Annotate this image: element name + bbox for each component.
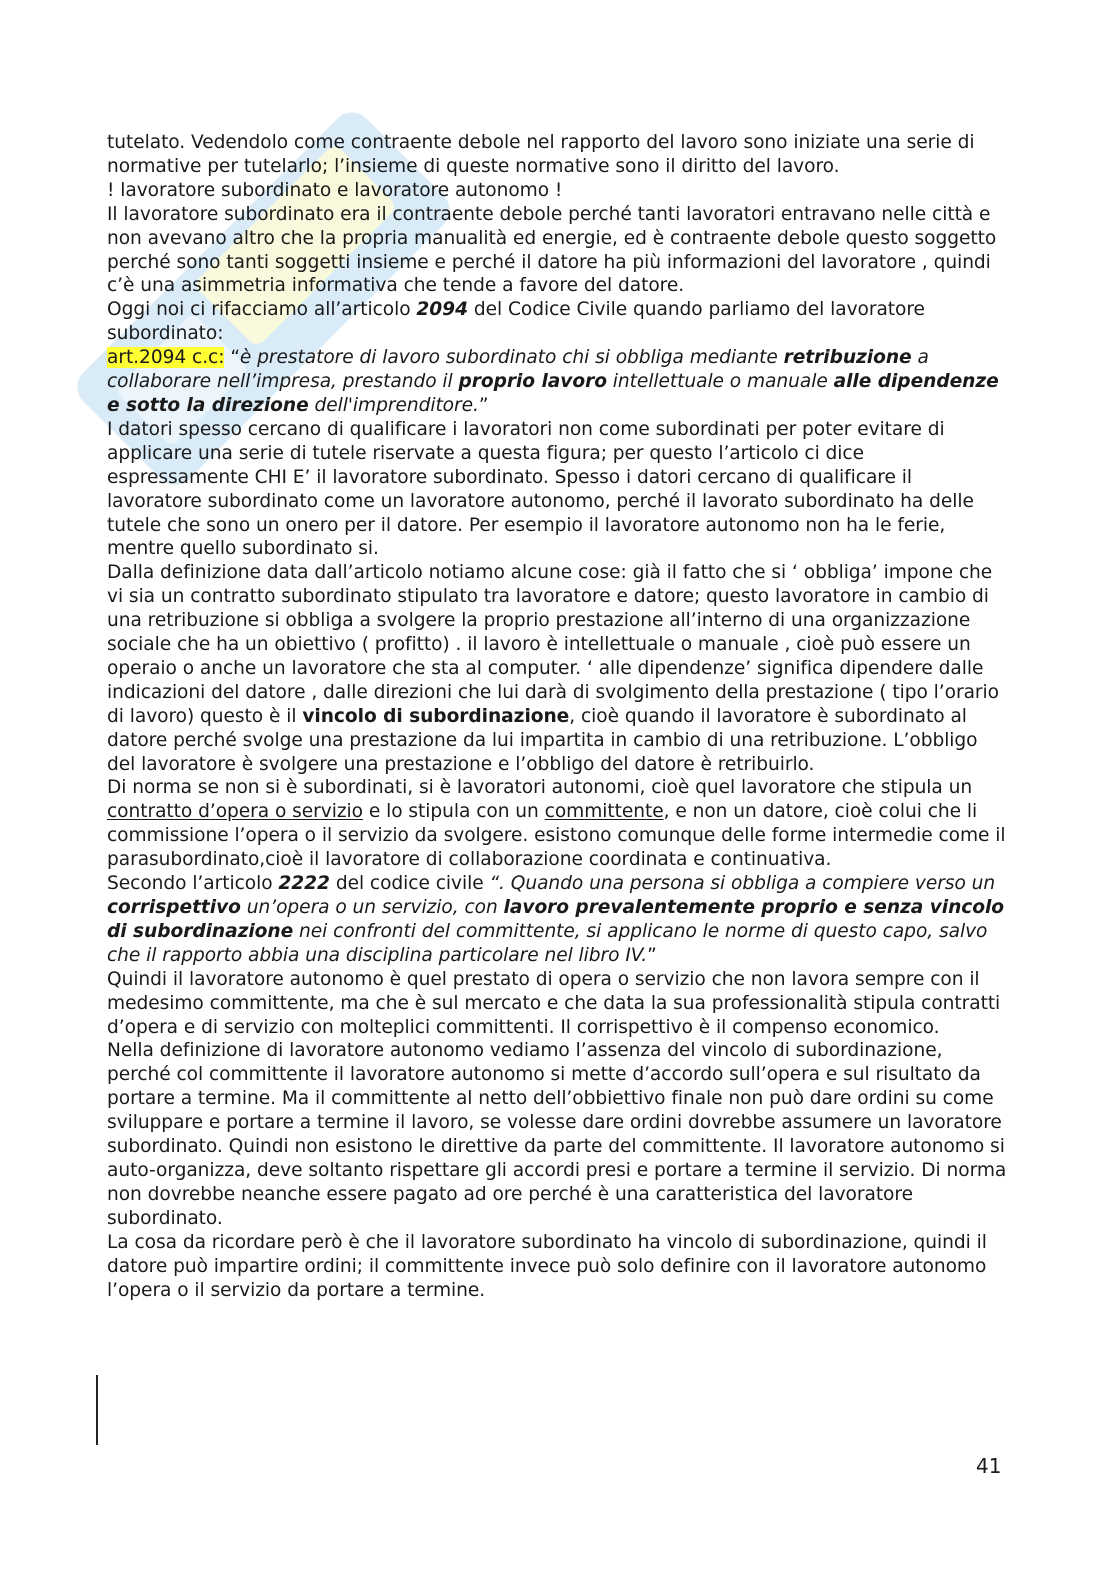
paragraph-4: Oggi noi ci rifacciamo all’articolo 2094 del Codice Civile quando parliamo del lavoratore subordinato: xyxy=(107,299,925,345)
paragraph-9-article-2222: Secondo l’articolo 2222 del codice civile “. Quando una persona si obbliga a compiere verso un corrispettivo un’opera o un servizio, con lavoro prevalentemente proprio e senza vincolo di subordinazione nei confronti del committente, si applicano le norme di questo capo, salvo che il rapporto abbia una disciplina particolare nel libro IV.” xyxy=(107,873,1005,966)
highlighted-article-ref: art.2094 c.c: xyxy=(107,347,225,369)
page-number: 41 xyxy=(976,1454,1002,1478)
paragraph-11: Nella definizione di lavoratore autonomo vediamo l’assenza del vincolo di subordinazione, perché col committente il lavoratore autonomo si mette d’accordo sull’opera e sul risultato da portare a termine. Ma il committente al netto dell’obbiettivo finale non può dare ordini su come sviluppare e portare a termine il lavoro, se volesse dare ordini dovrebbe assumere un lavoratore subordinato. Quindi non esistono le direttive da parte del committente. Il lavoratore autonomo si auto-organizza, deve soltanto rispettare gli accordi presi e portare a termine il servizio. Di norma non dovrebbe neanche essere pagato ad ore perché è una caratteristica del lavoratore subordinato. xyxy=(107,1040,1007,1229)
paragraph-5-article-2094: art.2094 c.c: “è prestatore di lavoro subordinato chi si obbliga mediante retribuzione a collaborare nell’impresa, prestando il proprio lavoro intellettuale o manuale alle dipendenze e sotto la direzione dell'imprenditore.” xyxy=(107,347,999,416)
paragraph-8: Di norma se non si è subordinati, si è lavoratori autonomi, cioè quel lavoratore che stipula un contratto d’opera o servizio e lo stipula con un committente, e non un datore, cioè colui che li commissione l’opera o il servizio da svolgere. esistono comunque delle forme intermedie come il parasubordinato,cioè il lavoratore di collaborazione coordinata e continuativa. xyxy=(107,777,1006,871)
paragraph-6: I datori spesso cercano di qualificare i lavoratori non come subordinati per poter evitare di applicare una serie di tutele riservate a questa figura; per questo l’articolo ci dice espressamente CHI E’ il lavoratore subordinato. Spesso i datori cercano di qualificare il lavoratore subordinato come un lavoratore autonomo, perché il lavorato subordinato ha delle tutele che sono un onero per il datore. Per esempio il lavoratore autonomo non ha le ferie, mentre quello subordinato si. xyxy=(107,418,974,560)
paragraph-3: Il lavoratore subordinato era il contraente debole perché tanti lavoratori entravano nelle città e non avevano altro che la propria manualità ed energie, ed è contraente debole questo soggetto perché sono tanti soggetti insieme e perché il datore ha più informazioni del lavoratore , quindi c’è una asimmetria informativa che tende a favore del datore. xyxy=(107,203,997,297)
change-bar xyxy=(96,1375,98,1445)
document-body xyxy=(107,131,1007,1302)
paragraph-7: Dalla definizione data dall’articolo notiamo alcune cose: già il fatto che si ‘ obbliga’ impone che vi sia un contratto subordinato stipulato tra lavoratore e datore; questo lavoratore in cambio di una retribuzione si obbliga a svolgere la proprio prestazione all’interno di una organizzazione sociale che ha un obiettivo ( profitto) . il lavoro è intellettuale o manuale , cioè può essere un operaio o anche un lavoratore che sta al computer. ‘ alle dipendenze’ significa dipendere dalle indicazioni del datore , dalle direzioni che lui darà di svolgimento della prestazione ( tipo l’orario di lavoro) questo è il vincolo di subordinazione, cioè quando il lavoratore è subordinato al datore perché svolge una prestazione da lui impartita in cambio di una retribuzione. L’obbligo del lavoratore è svolgere una prestazione e l’obbligo del datore è retribuirlo. xyxy=(107,562,999,775)
paragraph-1: tutelato. Vedendolo come contraente debole nel rapporto del lavoro sono iniziate una serie di normative per tutelarlo; l’insieme di queste normative sono il diritto del lavoro. xyxy=(107,132,975,177)
paragraph-10: Quindi il lavoratore autonomo è quel prestato di opera o servizio che non lavora sempre con il medesimo committente, ma che è sul mercato e che data la sua professionalità stipula contratti d’opera e di servizio con molteplici committenti. Il corrispettivo è il compenso economico. xyxy=(107,968,1001,1038)
paragraph-12: La cosa da ricordare però è che il lavoratore subordinato ha vincolo di subordinazione, quindi il datore può impartire ordini; il committente invece può solo definire con il lavoratore autonomo l’opera o il servizio da portare a termine. xyxy=(107,1231,987,1301)
paragraph-2: ! lavoratore subordinato e lavoratore autonomo ! xyxy=(107,179,563,201)
